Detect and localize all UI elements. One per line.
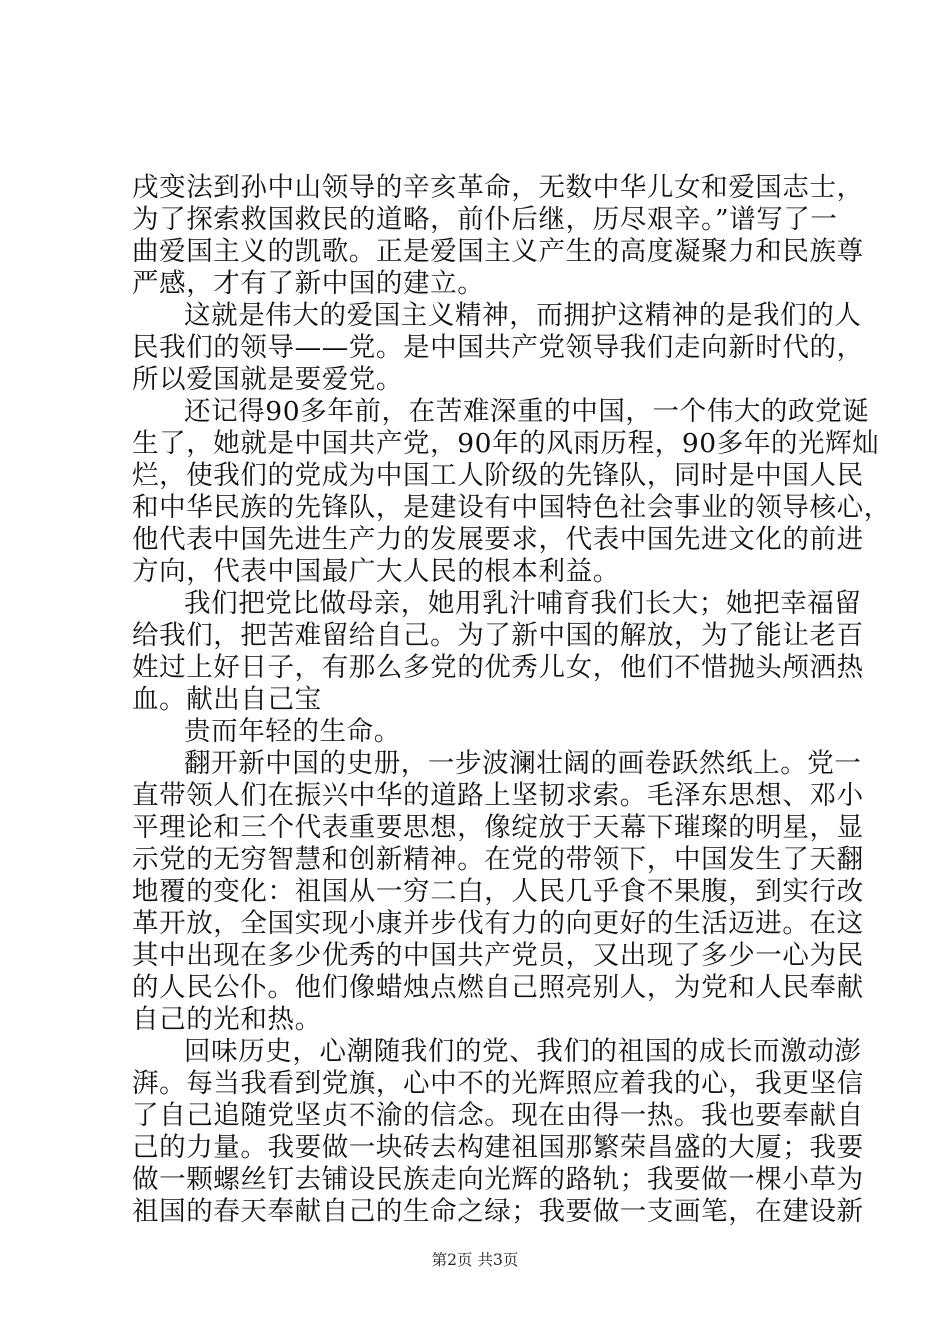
body-text-line: 方向，代表中国最广大人民的根本利益。 <box>132 556 620 587</box>
body-text-line: 地覆的变化：祖国从一穷二白，人民几乎食不果腹，到实行改 <box>132 876 864 907</box>
body-text-line: 为了探索救国救民的道略，前仆后继，历尽艰辛。”谱写了一 <box>132 204 838 235</box>
body-text-line: 革开放，全国实现小康并步伐有力的向更好的生活迈进。在这 <box>132 908 864 939</box>
paragraph-start-line: 贵而年轻的生命。 <box>184 716 401 747</box>
body-text-line: 姓过上好日子，有那么多党的优秀儿女，他们不惜抛头颅洒热 <box>132 652 864 683</box>
body-text-line: 己的力量。我要做一块砖去构建祖国那繁荣昌盛的大厦；我要 <box>132 1132 864 1163</box>
body-text-line: 的人民公仆。他们像蜡烛点燃自己照亮别人，为党和人民奉献 <box>132 972 864 1003</box>
body-text-line: 示党的无穷智慧和创新精神。在党的带领下，中国发生了天翻 <box>132 844 864 875</box>
body-text-line: 民我们的领导——党。是中国共产党领导我们走向新时代的， <box>132 332 864 363</box>
body-text-line: 严感，才有了新中国的建立。 <box>132 268 485 299</box>
body-text-line: 平理论和三个代表重要思想，像绽放于天幕下璀璨的明星，显 <box>132 812 864 843</box>
paragraph-start-line: 还记得90多年前，在苦难深重的中国，一个伟大的政党诞 <box>184 396 870 427</box>
body-text-line: 做一颗螺丝钉去铺设民族走向光辉的路轨；我要做一棵小草为 <box>132 1164 864 1195</box>
paragraph-start-line: 回味历史，心潮随我们的党、我们的祖国的成长而激动澎 <box>184 1036 862 1067</box>
paragraph-start-line: 翻开新中国的史册，一步波澜壮阔的画卷跃然纸上。党一 <box>184 748 862 779</box>
body-text-line: 祖国的春天奉献自己的生命之绿；我要做一支画笔，在建设新 <box>132 1196 864 1227</box>
body-text-line: 血。献出自己宝 <box>132 684 322 715</box>
paragraph-start-line: 这就是伟大的爱国主义精神，而拥护这精神的是我们的人 <box>184 300 862 331</box>
body-text-line: 直带领人们在振兴中华的道路上坚韧求索。毛泽东思想、邓小 <box>132 780 864 811</box>
body-text-line: 了自己追随党坚贞不渝的信念。现在由得一热。我也要奉献自 <box>132 1100 864 1131</box>
body-text-line: 湃。每当我看到党旗，心中不的光辉照应着我的心，我更坚信 <box>132 1068 864 1099</box>
body-text-line: 自己的光和热。 <box>132 1004 322 1035</box>
paragraph-start-line: 我们把党比做母亲，她用乳汁哺育我们长大；她把幸福留 <box>184 588 862 619</box>
body-text-line: 其中出现在多少优秀的中国共产党员，又出现了多少一心为民 <box>132 940 864 971</box>
body-text-line: 所以爱国就是要爱党。 <box>132 364 403 395</box>
page-number-footer: 第2页 共3页 <box>431 1251 519 1269</box>
body-text-line: 曲爱国主义的凯歌。正是爱国主义产生的高度凝聚力和民族尊 <box>132 236 864 267</box>
body-text-line: 给我们，把苦难留给自己。为了新中国的解放，为了能让老百 <box>132 620 864 651</box>
body-text-line: 他代表中国先进生产力的发展要求，代表中国先进文化的前进 <box>132 524 864 555</box>
body-text-line: 烂，使我们的党成为中国工人阶级的先锋队，同时是中国人民 <box>132 460 864 491</box>
body-text-line: 生了，她就是中国共产党，90年的风雨历程，90多年的光辉灿 <box>132 428 880 459</box>
body-text-line: 和中华民族的先锋队，是建设有中国特色社会事业的领导核心， <box>132 492 891 523</box>
body-text-line: 戌变法到孙中山领导的辛亥革命，无数中华儿女和爱国志士， <box>132 172 864 203</box>
